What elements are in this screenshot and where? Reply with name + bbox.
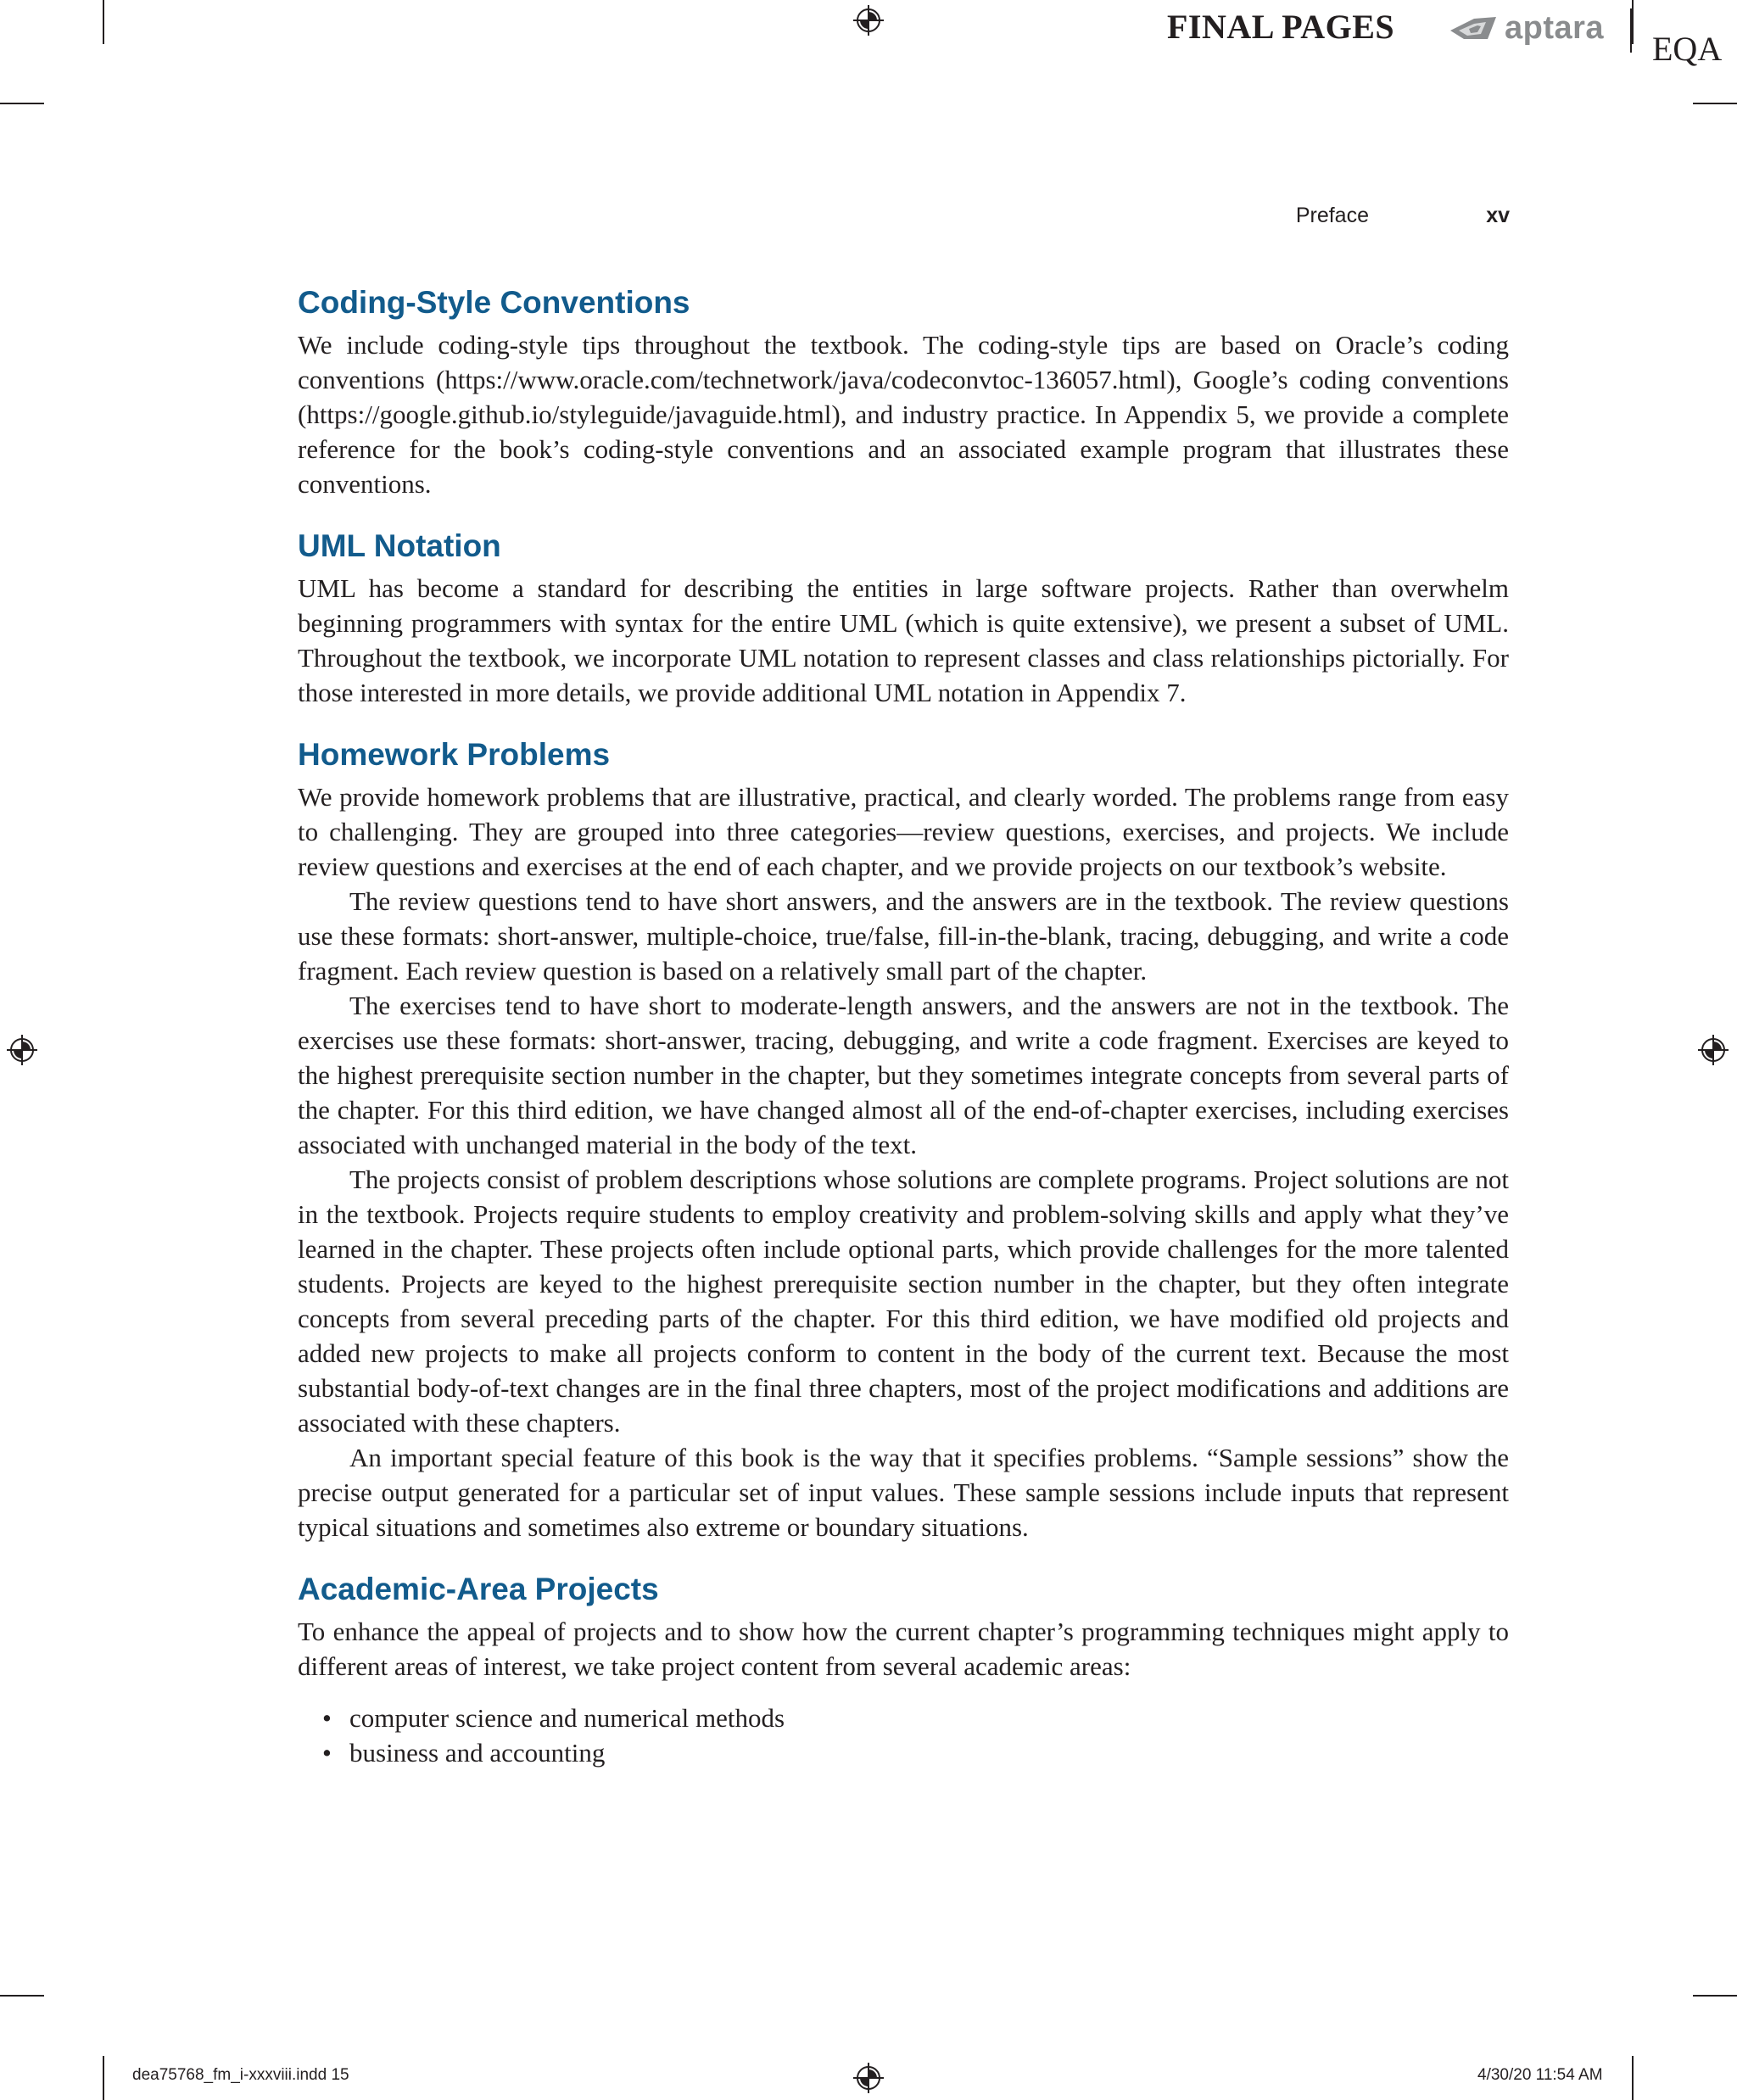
registration-mark-icon — [1696, 1033, 1730, 1067]
bullet-icon: • — [322, 1738, 332, 1768]
final-pages-label: FINAL PAGES — [1167, 8, 1395, 46]
aptara-wordmark: aptara — [1505, 9, 1605, 46]
aptara-logo — [1449, 7, 1604, 49]
section-heading: UML Notation — [298, 528, 501, 563]
registration-mark-icon — [852, 3, 885, 37]
paragraph: The projects consist of problem descriptions whose solutions are complete programs. Project solutions are not in the textbook. Projects require students to employ creativity and problem-solving skills and apply what they’ve learned in the chapter. These projects often include optional parts, which provide challenges for the more talented students. Projects are keyed to the highest prerequisite section number in the chapter, but they often integrate concepts from several preceding parts of the chapter. For this third edition, we have modified old projects and added new projects to make all projects conform to content in the body of the current text. Because the most substantial body-of-text changes are in the final three chapters, most of the project modifications and additions are associated with these chapters. — [298, 1164, 1509, 1438]
list-item — [298, 1735, 1509, 1770]
paragraph: We provide homework problems that are illustrative, practical, and clearly worded. The problems range from easy to challenging. They are grouped into three categories—review questions, exercises, and projects. We include review questions and exercises at the end of each chapter, and we provide projects on our textbook’s website. — [298, 782, 1509, 881]
bullet-icon: • — [322, 1703, 332, 1733]
crop-mark — [103, 0, 104, 44]
page-number: xv — [1486, 204, 1510, 227]
slug-divider — [1630, 8, 1632, 53]
paragraph: We include coding-style tips throughout the textbook. The coding-style tips are based on Oracle’s coding conventions (https://www.oracle.com/technetwork/java/codeconvtoc-136057.html), Google’s coding conventions (https://google.github.io/styleguide/javaguide.html), and industry practice. In Appendix 5, we provide a complete reference for the book’s coding-style conventions and an associated example program that illustrates these conventions. — [298, 330, 1509, 499]
crop-mark — [1693, 1995, 1737, 1997]
crop-mark — [0, 103, 44, 104]
registration-mark-icon — [5, 1033, 39, 1067]
paragraph: The review questions tend to have short answers, and the answers are in the textbook. The review questions use these formats: short-answer, multiple-choice, true/false, fill-in-the-blank, tracing, debugging, and write a code fragment. Each review question is based on a relatively small part of the chapter. — [298, 886, 1509, 986]
slug-timestamp: 4/30/20 11:54 AM — [1477, 2066, 1603, 2084]
eqa-code: EQA — [1652, 30, 1723, 68]
section-heading: Academic-Area Projects — [298, 1572, 659, 1606]
section-homework-problems — [298, 735, 1509, 1544]
paragraph: UML has become a standard for describing the entities in large software projects. Rather than overwhelm beginning programmers with syntax for the entire UML (which is quite extensive), we present a subset of UML. Throughout the textbook, we incorporate UML notation to represent classes and class relationships pictorially. For those interested in more details, we provide additional UML notation in Appendix 7. — [298, 573, 1509, 707]
page-body — [298, 283, 1509, 1770]
section-coding-style — [298, 283, 1509, 501]
list-item — [298, 1701, 1509, 1735]
section-academic-area-projects — [298, 1570, 1509, 1770]
slug-file-name: dea75768_fm_i-xxxviii.indd 15 — [132, 2066, 349, 2084]
paragraph: An important special feature of this book is the way that it specifies problems. “Sample sessions” show the precise output generated for a particular set of input values. These sample sessions include inputs that represent typical situations and sometimes also extreme or boundary situations. — [298, 1443, 1509, 1542]
crop-mark — [103, 2056, 104, 2100]
registration-mark-icon — [852, 2061, 885, 2095]
paragraph: To enhance the appeal of projects and to show how the current chapter’s programming techniques might apply to different areas of interest, we take project content from several academic areas: — [298, 1617, 1509, 1681]
list-item-text: computer science and numerical methods — [349, 1703, 785, 1733]
crop-mark — [0, 1995, 44, 1997]
section-uml-notation — [298, 527, 1509, 710]
crop-mark — [1632, 2056, 1634, 2100]
crop-mark — [1693, 103, 1737, 104]
list-item-text: business and accounting — [349, 1738, 606, 1768]
section-heading: Coding-Style Conventions — [298, 285, 690, 320]
section-heading: Homework Problems — [298, 737, 611, 772]
crop-mark — [1632, 0, 1634, 44]
running-head-section: Preface — [1295, 204, 1369, 227]
running-head — [1170, 204, 1510, 232]
bullet-list — [298, 1701, 1509, 1770]
paragraph: The exercises tend to have short to moderate-length answers, and the answers are not in the textbook. The exercises use these formats: short-answer, tracing, debugging, and write a code fragment. Exercises are keyed to the highest prerequisite section number in the chapter, but they sometimes integrate concepts from several parts of the chapter. For this third edition, we have changed almost all of the end-of-chapter exercises, including exercises associated with unchanged material in the body of the text. — [298, 991, 1509, 1159]
aptara-logo-icon — [1449, 14, 1498, 42]
